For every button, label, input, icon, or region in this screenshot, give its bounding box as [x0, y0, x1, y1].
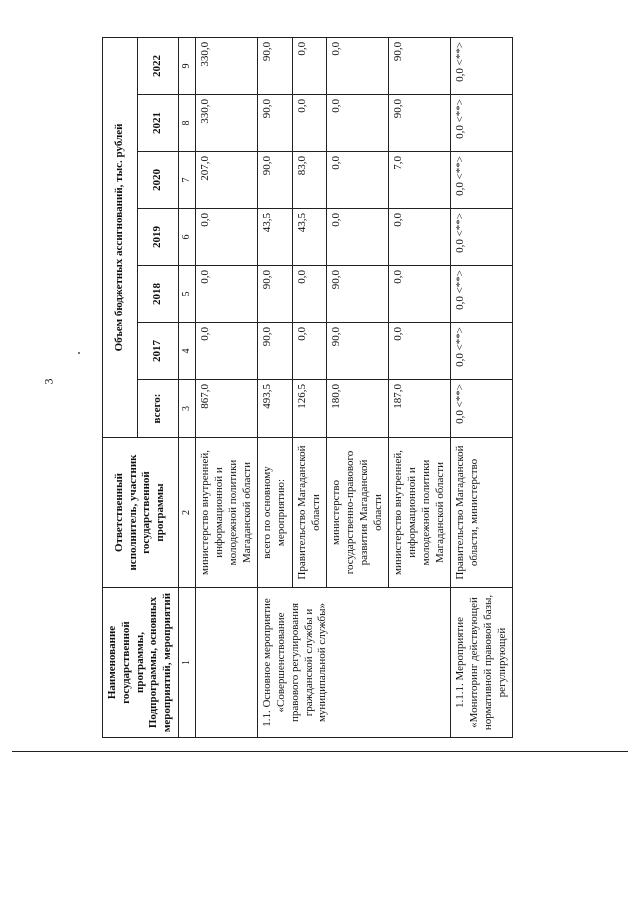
header-name: Наименование государственной программы, Подпрограммы, основных мероприятий, мероприятий [103, 588, 179, 738]
cell-value: 330,0 [196, 37, 258, 94]
column-index: 3 [178, 380, 196, 438]
cell-value: 0,0 [327, 95, 389, 152]
header-total: всего: [138, 380, 179, 438]
cell-value: 0,0 [196, 266, 258, 323]
cell-value: 43,5 [292, 209, 327, 266]
table-row [451, 37, 513, 737]
cell-value: 0,0 <**> [451, 266, 513, 323]
cell-total: 0,0 <**> [451, 380, 513, 438]
column-index: 4 [178, 323, 196, 380]
cell-value: 0,0 [196, 209, 258, 266]
cell-value: 0,0 [292, 37, 327, 94]
cell-value: 90,0 [389, 95, 451, 152]
row-name: 1.1. Основное мероприятие «Совершенствование правового регулирования гражданской службы и муниципальной службы» [258, 588, 451, 738]
cell-total: 187,0 [389, 380, 451, 438]
cell-value: 90,0 [258, 323, 293, 380]
header-year: 2022 [138, 37, 179, 94]
cell-value: 0,0 <**> [451, 37, 513, 94]
cell-value: 0,0 [196, 323, 258, 380]
scan-speck [78, 352, 80, 354]
cell-value: 207,0 [196, 152, 258, 209]
header-year: 2020 [138, 152, 179, 209]
table-row [196, 37, 258, 737]
cell-value: 90,0 [258, 37, 293, 94]
cell-value: 0,0 [389, 266, 451, 323]
cell-value: 0,0 [327, 209, 389, 266]
cell-value: 0,0 [292, 95, 327, 152]
row-name [196, 588, 258, 738]
column-index-row [178, 37, 196, 737]
cell-value: 7,0 [389, 152, 451, 209]
cell-total: 126,5 [292, 380, 327, 438]
cell-total: 180,0 [327, 380, 389, 438]
cell-value: 90,0 [327, 323, 389, 380]
row-executor: министерство внутренней, информационной и молодежной политики Магаданской области [389, 438, 451, 588]
column-index: 9 [178, 37, 196, 94]
header-year: 2018 [138, 266, 179, 323]
column-index: 1 [178, 588, 196, 738]
column-index: 6 [178, 209, 196, 266]
column-index: 7 [178, 152, 196, 209]
cell-value: 0,0 [292, 323, 327, 380]
row-executor: министерство государственно-правового развития Магаданской области [327, 438, 389, 588]
row-executor: министерство внутренней, информационной и молодежной политики Магаданской области [196, 438, 258, 588]
cell-value: 0,0 <**> [451, 209, 513, 266]
row-executor: всего по основному мероприятию: [258, 438, 293, 588]
row-executor: Правительство Магаданской области [292, 438, 327, 588]
cell-value: 90,0 [327, 266, 389, 323]
row-name: 1.1.1. Мероприятие «Мониторинг действующей нормативной правовой базы, регулирующей [451, 588, 513, 738]
cell-value: 330,0 [196, 95, 258, 152]
header-year: 2019 [138, 209, 179, 266]
header-year: 2021 [138, 95, 179, 152]
cell-value: 0,0 [292, 266, 327, 323]
cell-value: 90,0 [258, 266, 293, 323]
cell-value: 43,5 [258, 209, 293, 266]
cell-value: 83,0 [292, 152, 327, 209]
cell-value: 90,0 [258, 95, 293, 152]
column-index: 8 [178, 95, 196, 152]
cell-value: 0,0 <**> [451, 323, 513, 380]
cell-value: 90,0 [389, 37, 451, 94]
cell-total: 493,5 [258, 380, 293, 438]
page-number: 3 [41, 378, 56, 385]
cell-value: 0,0 [389, 323, 451, 380]
budget-table [102, 37, 513, 738]
cell-value: 0,0 <**> [451, 152, 513, 209]
cell-value: 0,0 [327, 37, 389, 94]
header-year: 2017 [138, 323, 179, 380]
header-volume-group: Объем бюджетных ассигнований, тыс. рублей [103, 37, 138, 437]
cell-value: 0,0 <**> [451, 95, 513, 152]
horizontal-rule [12, 751, 628, 752]
column-index: 5 [178, 266, 196, 323]
cell-value: 0,0 [327, 152, 389, 209]
row-executor: Правительство Магаданской области, министерство [451, 438, 513, 588]
column-index: 2 [178, 438, 196, 588]
cell-value: 0,0 [389, 209, 451, 266]
cell-value: 90,0 [258, 152, 293, 209]
table-container [102, 38, 640, 738]
header-executor: Ответственный исполнитель, участник государственной программы [103, 438, 179, 588]
table-row [258, 37, 293, 737]
cell-total: 867,0 [196, 380, 258, 438]
